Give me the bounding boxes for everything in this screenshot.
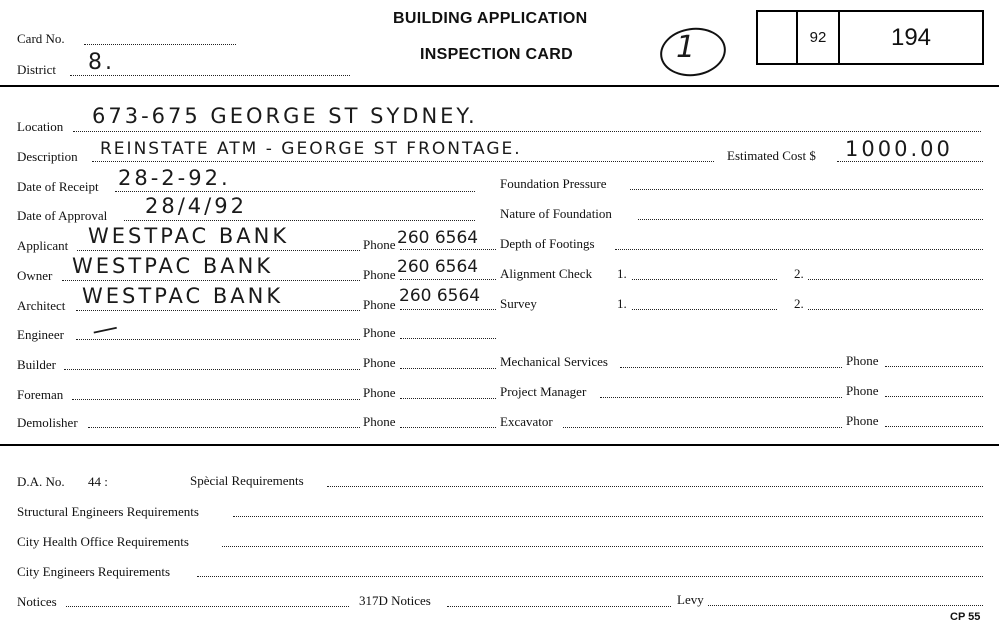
nature-foundation-label: Nature of Foundation — [500, 206, 612, 221]
builder-field[interactable] — [64, 369, 360, 370]
architect-phone-label: Phone — [363, 297, 396, 312]
applicant-phone-field[interactable] — [400, 249, 496, 250]
mechanical-phone-label: Phone — [846, 353, 879, 368]
estimated-cost-field[interactable] — [837, 161, 983, 162]
city-engineers-requirements-label: City Engineers Requirements — [17, 564, 171, 579]
architect-label: Architect — [17, 298, 66, 313]
survey-2-field[interactable] — [808, 309, 983, 310]
nature-foundation-field[interactable] — [638, 219, 983, 220]
form-title-line2: INSPECTION CARD — [420, 46, 573, 63]
engineer-value: — — [89, 311, 124, 347]
mechanical-label: Mechanical Services — [500, 354, 608, 369]
city-engineers-requirements-field[interactable] — [197, 576, 983, 577]
footer-divider — [0, 444, 999, 446]
estimated-cost-label: Estimated Cost $ — [727, 148, 816, 163]
form-title-line1: BUILDING APPLICATION — [393, 10, 588, 27]
description-value: REINSTATE ATM - GEORGE ST FRONTAGE. — [100, 139, 522, 159]
depth-footings-field[interactable] — [615, 249, 983, 250]
district-field[interactable] — [70, 75, 350, 76]
card-number-box — [838, 10, 984, 65]
location-label: Location — [17, 119, 64, 134]
estimated-cost-value: 1000.00 — [845, 137, 953, 161]
mechanical-phone-field[interactable] — [885, 366, 983, 367]
project-manager-field[interactable] — [600, 397, 842, 398]
excavator-phone-field[interactable] — [885, 426, 983, 427]
applicant-phone-value: 260 6564 — [397, 228, 479, 248]
applicant-value: WESTPAC BANK — [88, 224, 290, 248]
year-box — [796, 10, 840, 65]
foreman-field[interactable] — [72, 399, 360, 400]
foundation-pressure-label: Foundation Pressure — [500, 176, 607, 191]
district-value: 8. — [88, 50, 115, 75]
date-receipt-field[interactable] — [115, 191, 475, 192]
applicant-field[interactable] — [77, 250, 360, 251]
card-number-value: 194 — [890, 23, 932, 51]
project-manager-phone-field[interactable] — [885, 396, 983, 397]
notices-317d-field[interactable] — [447, 606, 671, 607]
date-approval-field[interactable] — [124, 220, 475, 221]
architect-phone-value: 260 6564 — [399, 286, 481, 306]
engineer-label: Engineer — [17, 327, 64, 342]
owner-phone-value: 260 6564 — [397, 257, 479, 277]
year-value: 92 — [809, 29, 827, 46]
levy-field[interactable] — [708, 605, 983, 606]
date-receipt-value: 28-2-92. — [118, 166, 231, 190]
survey-2-label: 2. — [794, 296, 804, 311]
levy-label: Levy — [677, 592, 704, 607]
alignment-2-label: 2. — [794, 266, 804, 281]
builder-phone-field[interactable] — [400, 368, 496, 369]
special-requirements-label: Spècial Requirements — [190, 473, 304, 488]
notices-field[interactable] — [66, 606, 349, 607]
builder-phone-label: Phone — [363, 355, 396, 370]
notices-label: Notices — [17, 594, 57, 609]
date-approval-label: Date of Approval — [17, 208, 108, 223]
alignment-2-field[interactable] — [808, 279, 983, 280]
health-requirements-field[interactable] — [222, 546, 983, 547]
foreman-phone-label: Phone — [363, 385, 396, 400]
architect-value: WESTPAC BANK — [82, 284, 284, 308]
owner-value: WESTPAC BANK — [72, 254, 274, 278]
card-no-field[interactable] — [84, 44, 236, 45]
location-value: 673-675 GEORGE ST SYDNEY. — [92, 104, 478, 128]
demolisher-label: Demolisher — [17, 415, 78, 430]
engineer-phone-field[interactable] — [400, 338, 496, 339]
demolisher-field[interactable] — [88, 427, 360, 428]
excavator-field[interactable] — [563, 427, 842, 428]
excavator-label: Excavator — [500, 414, 553, 429]
date-approval-value: 28/4/92 — [145, 194, 247, 218]
alignment-check-label: Alignment Check — [500, 266, 593, 281]
owner-phone-label: Phone — [363, 267, 396, 282]
description-field[interactable] — [92, 161, 714, 162]
structural-requirements-field[interactable] — [233, 516, 983, 517]
location-field[interactable] — [73, 131, 981, 132]
demolisher-phone-field[interactable] — [400, 427, 496, 428]
special-requirements-field[interactable] — [327, 486, 983, 487]
foundation-pressure-field[interactable] — [630, 189, 983, 190]
structural-requirements-label: Structural Engineers Requirements — [17, 504, 199, 519]
project-manager-phone-label: Phone — [846, 383, 879, 398]
engineer-phone-label: Phone — [363, 325, 396, 340]
da-no-label: D.A. No. — [17, 474, 65, 489]
applicant-phone-label: Phone — [363, 237, 396, 252]
survey-label: Survey — [500, 296, 537, 311]
district-label: District — [17, 62, 56, 77]
header-divider — [0, 85, 999, 87]
architect-phone-field[interactable] — [400, 309, 496, 310]
survey-1-field[interactable] — [632, 309, 777, 310]
depth-footings-label: Depth of Footings — [500, 236, 595, 251]
owner-phone-field[interactable] — [400, 279, 496, 280]
description-label: Description — [17, 149, 78, 164]
demolisher-phone-label: Phone — [363, 414, 396, 429]
excavator-phone-label: Phone — [846, 413, 879, 428]
builder-label: Builder — [17, 357, 56, 372]
da-no-value: 44 : — [88, 474, 108, 489]
alignment-1-label: 1. — [617, 266, 627, 281]
foreman-label: Foreman — [17, 387, 64, 402]
health-requirements-label: City Health Office Requirements — [17, 534, 189, 549]
form-code: CP 55 — [950, 611, 981, 623]
alignment-1-field[interactable] — [632, 279, 777, 280]
architect-field[interactable] — [76, 310, 360, 311]
card-no-label: Card No. — [17, 31, 65, 46]
applicant-label: Applicant — [17, 238, 69, 253]
notices-317d-label: 317D Notices — [359, 593, 431, 608]
project-manager-label: Project Manager — [500, 384, 587, 399]
foreman-phone-field[interactable] — [400, 398, 496, 399]
survey-1-label: 1. — [617, 296, 627, 311]
date-receipt-label: Date of Receipt — [17, 179, 99, 194]
mechanical-field[interactable] — [620, 367, 842, 368]
blank-number-box — [756, 10, 798, 65]
circled-number: 1 — [676, 30, 696, 65]
owner-field[interactable] — [62, 280, 360, 281]
owner-label: Owner — [17, 268, 53, 283]
